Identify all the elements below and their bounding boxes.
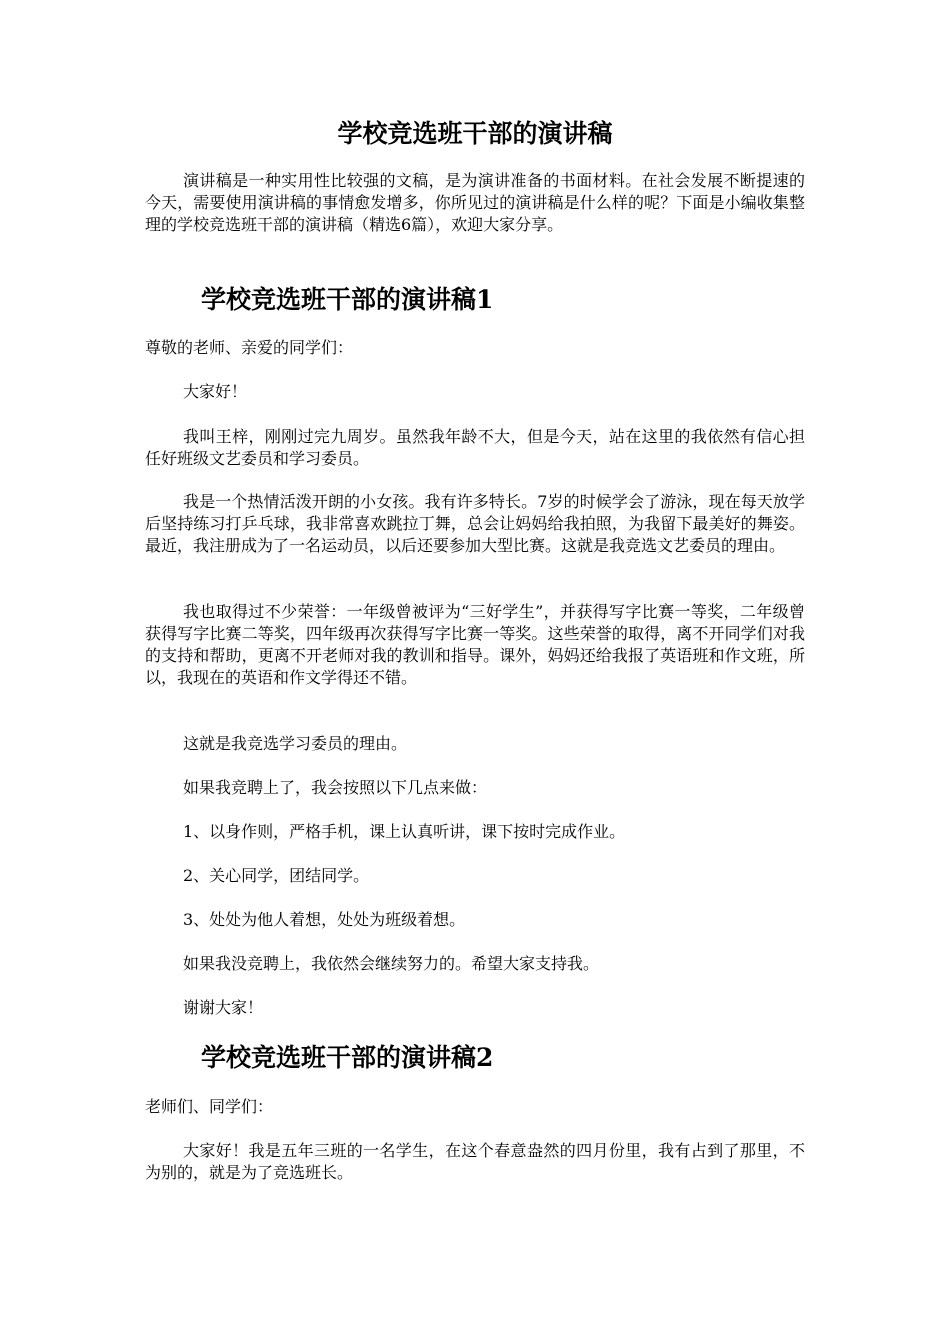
section-2-paragraph: 大家好！我是五年三班的一名学生，在这个春意盎然的四月份里，我有占到了那里，不为别的，就是为了竞选班长。 bbox=[145, 1141, 805, 1182]
section-1-paragraph: 这就是我竞选学习委员的理由。 bbox=[183, 734, 408, 753]
section-1-paragraph: 我也取得过不少荣誉：一年级曾被评为“三好学生”，并获得写字比赛一等奖，二年级曾获得写字比赛二等奖，四年级再次获得写字比赛一等奖。这些荣誉的取得，离不开同学们对我的支持和帮助，更离不开老师对我的教训和指导。课外，妈妈还给我报了英语班和作文班，所以，我现在的英语和作文学得还不错。 bbox=[145, 602, 805, 687]
intro-paragraph: 演讲稿是一种实用性比较强的文稿，是为演讲准备的书面材料。在社会发展不断提速的今天，需要使用演讲稿的事情愈发增多，你所见过的演讲稿是什么样的呢？下面是小编收集整理的学校竞选班干部的演讲稿（精选6篇），欢迎大家分享。 bbox=[145, 171, 805, 234]
section-1-salutation: 尊敬的老师、亲爱的同学们： bbox=[145, 338, 354, 357]
section-2-salutation: 老师们、同学们： bbox=[145, 1097, 274, 1116]
section-1-paragraph: 我叫王梓，刚刚过完九周岁。虽然我年龄不大，但是今天，站在这里的我依然有信心担任好班级文艺委员和学习委员。 bbox=[145, 427, 805, 468]
section-2-heading: 学校竞选班干部的演讲稿2 bbox=[201, 1043, 494, 1072]
section-1-list-item: 3、处处为他人着想，处处为班级着想。 bbox=[183, 910, 466, 929]
section-1-closing: 谢谢大家！ bbox=[183, 998, 264, 1017]
document-title: 学校竞选班干部的演讲稿 bbox=[337, 119, 613, 148]
section-1-list-item: 2、关心同学，团结同学。 bbox=[183, 866, 370, 885]
section-1-list-item: 1、以身作则，严格手机，课上认真听讲，课下按时完成作业。 bbox=[183, 822, 626, 841]
section-1-paragraph: 我是一个热情活泼开朗的小女孩。我有许多特长。7岁的时候学会了游泳，现在每天放学后坚持练习打乒乓球，我非常喜欢跳拉丁舞，总会让妈妈给我拍照，为我留下最美好的舞姿。最近，我注册成为了一名运动员，以后还要参加大型比赛。这就是我竞选文艺委员的理由。 bbox=[145, 492, 805, 555]
section-1-paragraph: 大家好！ bbox=[183, 382, 248, 401]
section-1-paragraph: 如果我竞聘上了，我会按照以下几点来做： bbox=[183, 778, 488, 797]
section-1-paragraph: 如果我没竞聘上，我依然会继续努力的。希望大家支持我。 bbox=[183, 954, 600, 973]
section-1-heading: 学校竞选班干部的演讲稿1 bbox=[201, 285, 494, 314]
